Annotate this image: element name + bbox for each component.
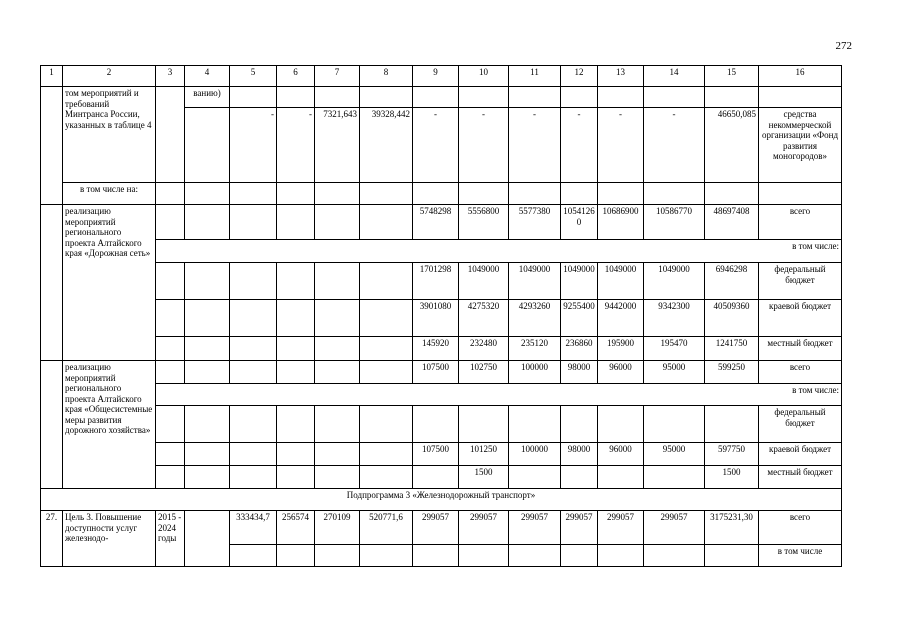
block-b-regional-row bbox=[41, 300, 842, 337]
header-cell: 13 bbox=[598, 66, 644, 87]
cell-empty bbox=[185, 443, 230, 466]
value-cell: 100000 bbox=[509, 361, 561, 384]
cell-empty bbox=[644, 183, 705, 205]
block-b-name: реализацию мероприятий регионального проекта Алтайского края «Дорожная сеть» bbox=[63, 205, 156, 361]
value-cell: 6946298 bbox=[705, 263, 759, 300]
value-cell: 1049000 bbox=[598, 263, 644, 300]
cell-empty bbox=[759, 87, 842, 108]
cell-empty bbox=[230, 337, 277, 361]
cell-empty bbox=[156, 205, 185, 240]
cell-empty bbox=[230, 183, 277, 205]
cell-empty bbox=[41, 205, 63, 361]
value-cell: 520771,6 bbox=[360, 511, 413, 545]
cell-empty bbox=[156, 361, 185, 384]
header-cell: 1 bbox=[41, 66, 63, 87]
cell-empty bbox=[315, 300, 360, 337]
value-cell: - bbox=[644, 108, 705, 183]
cell-empty bbox=[360, 466, 413, 489]
value-cell: 4293260 bbox=[509, 300, 561, 337]
cell-empty bbox=[230, 406, 277, 443]
cell-empty bbox=[230, 361, 277, 384]
cell-empty bbox=[509, 406, 561, 443]
value-cell bbox=[413, 466, 459, 489]
cell-empty bbox=[156, 406, 185, 443]
funding-source-label: краевой бюджет bbox=[759, 443, 842, 466]
cell-empty bbox=[598, 545, 644, 567]
cell-empty bbox=[360, 337, 413, 361]
value-cell bbox=[644, 466, 705, 489]
value-cell: 1049000 bbox=[644, 263, 705, 300]
cell-empty bbox=[315, 466, 360, 489]
funding-source-label: федеральный бюджет bbox=[759, 406, 842, 443]
cell-empty bbox=[705, 183, 759, 205]
cell-empty bbox=[413, 87, 459, 108]
value-cell: 4275320 bbox=[459, 300, 509, 337]
row-27-period: 2015 - 2024 годы bbox=[156, 511, 185, 567]
cell-empty bbox=[315, 406, 360, 443]
value-cell: 9442000 bbox=[598, 300, 644, 337]
header-cell: 2 bbox=[63, 66, 156, 87]
page-number: 272 bbox=[835, 40, 852, 52]
row-number: 27. bbox=[41, 511, 63, 567]
value-cell bbox=[598, 466, 644, 489]
value-cell: 46650,085 bbox=[705, 108, 759, 183]
value-cell: 1500 bbox=[705, 466, 759, 489]
value-cell: - bbox=[230, 108, 277, 183]
value-cell: 1500 bbox=[459, 466, 509, 489]
funding-source-label: всего bbox=[759, 205, 842, 240]
cell-empty bbox=[705, 545, 759, 567]
subheading-row bbox=[41, 183, 842, 205]
cell-empty bbox=[360, 545, 413, 567]
cell-empty bbox=[315, 337, 360, 361]
cell-empty bbox=[315, 443, 360, 466]
header-cell: 11 bbox=[509, 66, 561, 87]
block-b-federal-row bbox=[41, 263, 842, 300]
value-cell: 299057 bbox=[413, 511, 459, 545]
cell-empty bbox=[360, 183, 413, 205]
cell-empty bbox=[185, 511, 230, 567]
value-cell: 95000 bbox=[644, 443, 705, 466]
cell-empty bbox=[156, 263, 185, 300]
cell-empty bbox=[644, 87, 705, 108]
cell-empty bbox=[459, 87, 509, 108]
cell-empty bbox=[705, 87, 759, 108]
cell-empty bbox=[315, 205, 360, 240]
cell-empty bbox=[598, 406, 644, 443]
cell-empty bbox=[185, 263, 230, 300]
cell-empty bbox=[360, 263, 413, 300]
value-cell: 1701298 bbox=[413, 263, 459, 300]
value-cell: 1049000 bbox=[509, 263, 561, 300]
value-cell: - bbox=[459, 108, 509, 183]
value-cell bbox=[561, 466, 598, 489]
cell-empty bbox=[230, 300, 277, 337]
funding-source-label: краевой бюджет bbox=[759, 300, 842, 337]
cell-empty bbox=[156, 183, 185, 205]
cell-empty bbox=[185, 205, 230, 240]
cell-empty bbox=[315, 545, 360, 567]
subheading-label: в том числе на: bbox=[63, 183, 156, 205]
cell-empty bbox=[459, 183, 509, 205]
cell-empty bbox=[561, 87, 598, 108]
block-c-federal-row bbox=[41, 406, 842, 443]
block-b-incl-row bbox=[41, 240, 842, 263]
value-cell: 232480 bbox=[459, 337, 509, 361]
cell-empty bbox=[598, 87, 644, 108]
value-cell: 256574 bbox=[277, 511, 315, 545]
funding-source-label: федеральный бюджет bbox=[759, 263, 842, 300]
block-a-name: том мероприятий и требований Минтранса России, указанных в таблице 4 bbox=[63, 87, 156, 183]
value-cell: 9342300 bbox=[644, 300, 705, 337]
cell-empty bbox=[277, 183, 315, 205]
cell-empty bbox=[459, 406, 509, 443]
value-cell: 101250 bbox=[459, 443, 509, 466]
cell-empty bbox=[277, 87, 315, 108]
value-cell: 299057 bbox=[644, 511, 705, 545]
cell-empty bbox=[41, 361, 63, 489]
cell-empty bbox=[413, 545, 459, 567]
cell-empty bbox=[230, 545, 277, 567]
cell-empty bbox=[41, 87, 63, 205]
cell-empty bbox=[185, 466, 230, 489]
header-cell: 14 bbox=[644, 66, 705, 87]
cell-empty bbox=[413, 406, 459, 443]
header-cell: 5 bbox=[230, 66, 277, 87]
value-cell: 597750 bbox=[705, 443, 759, 466]
incl-label: в том числе: bbox=[156, 384, 842, 406]
cell-empty bbox=[277, 466, 315, 489]
funding-source-label: средства некоммерческой организации «Фонд развития моногородов» bbox=[759, 108, 842, 183]
cell-empty bbox=[277, 337, 315, 361]
cell-empty bbox=[360, 406, 413, 443]
cell-empty bbox=[277, 205, 315, 240]
cell-empty bbox=[644, 406, 705, 443]
cell-empty bbox=[277, 406, 315, 443]
block-c-total-row bbox=[41, 361, 842, 384]
cell-empty bbox=[644, 545, 705, 567]
value-cell: 107500 bbox=[413, 361, 459, 384]
header-cell: 7 bbox=[315, 66, 360, 87]
subprogram-heading: Подпрограмма 3 «Железнодорожный транспорт» bbox=[41, 489, 842, 511]
header-cell: 10 bbox=[459, 66, 509, 87]
cell-empty bbox=[509, 87, 561, 108]
cell-empty bbox=[230, 205, 277, 240]
value-cell: 39328,442 bbox=[360, 108, 413, 183]
value-cell: 145920 bbox=[413, 337, 459, 361]
block-c-regional-row bbox=[41, 443, 842, 466]
value-cell: 236860 bbox=[561, 337, 598, 361]
cell-empty bbox=[185, 183, 230, 205]
value-cell: 7321,643 bbox=[315, 108, 360, 183]
value-cell: 40509360 bbox=[705, 300, 759, 337]
row-27 bbox=[41, 511, 842, 545]
value-cell: 102750 bbox=[459, 361, 509, 384]
cell-empty bbox=[230, 443, 277, 466]
cell-empty bbox=[277, 443, 315, 466]
value-cell: 299057 bbox=[598, 511, 644, 545]
header-cell: 15 bbox=[705, 66, 759, 87]
cell-empty bbox=[230, 466, 277, 489]
value-cell: 5556800 bbox=[459, 205, 509, 240]
cell-empty bbox=[156, 300, 185, 337]
value-cell: 299057 bbox=[509, 511, 561, 545]
block-c-name: реализацию мероприятий регионального проекта Алтайского края «Общесистемные меры развития дорожного хозяйства» bbox=[63, 361, 156, 489]
cell-empty bbox=[561, 183, 598, 205]
value-cell: 299057 bbox=[561, 511, 598, 545]
value-cell: 195900 bbox=[598, 337, 644, 361]
value-cell: 3901080 bbox=[413, 300, 459, 337]
cell-empty bbox=[185, 300, 230, 337]
value-cell: 333434,7 bbox=[230, 511, 277, 545]
value-cell: 9255400 bbox=[561, 300, 598, 337]
value-cell: 299057 bbox=[459, 511, 509, 545]
incl-label: в том числе bbox=[759, 545, 842, 567]
cell-empty bbox=[598, 183, 644, 205]
cell-empty bbox=[156, 337, 185, 361]
value-cell: 5577380 bbox=[509, 205, 561, 240]
funding-source-label: местный бюджет bbox=[759, 466, 842, 489]
cell-empty bbox=[561, 406, 598, 443]
value-cell: 1049000 bbox=[459, 263, 509, 300]
header-cell: 8 bbox=[360, 66, 413, 87]
header-cell: 16 bbox=[759, 66, 842, 87]
value-cell: - bbox=[277, 108, 315, 183]
value-cell: 235120 bbox=[509, 337, 561, 361]
value-cell: 270109 bbox=[315, 511, 360, 545]
value-cell: 96000 bbox=[598, 443, 644, 466]
value-cell: 195470 bbox=[644, 337, 705, 361]
value-cell: 48697408 bbox=[705, 205, 759, 240]
value-cell: 3175231,30 bbox=[705, 511, 759, 545]
block-c-local-row bbox=[41, 466, 842, 489]
incl-label: в том числе: bbox=[156, 240, 842, 263]
value-cell: 1241750 bbox=[705, 337, 759, 361]
cell-empty bbox=[156, 87, 185, 183]
value-cell: 10686900 bbox=[598, 205, 644, 240]
header-cell: 3 bbox=[156, 66, 185, 87]
value-cell: 1049000 bbox=[561, 263, 598, 300]
cell-empty bbox=[759, 183, 842, 205]
value-cell: 10541260 bbox=[561, 205, 598, 240]
value-cell: 599250 bbox=[705, 361, 759, 384]
value-cell: 95000 bbox=[644, 361, 705, 384]
value-cell: - bbox=[598, 108, 644, 183]
subprogram-row bbox=[41, 489, 842, 511]
block-a-row bbox=[41, 87, 842, 108]
cell-empty bbox=[185, 337, 230, 361]
cell-empty bbox=[360, 300, 413, 337]
cell-empty bbox=[413, 183, 459, 205]
cell-empty bbox=[315, 263, 360, 300]
cell-empty bbox=[459, 545, 509, 567]
cell-empty bbox=[185, 108, 230, 183]
value-cell bbox=[509, 466, 561, 489]
cell-empty bbox=[705, 406, 759, 443]
cell-empty bbox=[277, 545, 315, 567]
cell-empty bbox=[230, 263, 277, 300]
cell-empty bbox=[360, 205, 413, 240]
cell-empty bbox=[230, 87, 277, 108]
cell-empty bbox=[360, 361, 413, 384]
cell-empty bbox=[315, 361, 360, 384]
cell-empty bbox=[185, 361, 230, 384]
cell-empty bbox=[509, 183, 561, 205]
block-c-incl-row bbox=[41, 384, 842, 406]
header-row bbox=[41, 66, 842, 87]
block-b-total-row bbox=[41, 205, 842, 240]
header-cell: 6 bbox=[277, 66, 315, 87]
value-cell: 10586770 bbox=[644, 205, 705, 240]
cell-empty bbox=[277, 300, 315, 337]
funding-source-label: всего bbox=[759, 511, 842, 545]
cell-empty bbox=[561, 545, 598, 567]
value-cell: 98000 bbox=[561, 443, 598, 466]
value-cell: 98000 bbox=[561, 361, 598, 384]
cell-empty bbox=[315, 87, 360, 108]
budget-table bbox=[40, 65, 842, 567]
funding-source-label: всего bbox=[759, 361, 842, 384]
cell-empty bbox=[185, 406, 230, 443]
value-cell: 5748298 bbox=[413, 205, 459, 240]
block-a-col4-fragment: ванию) bbox=[185, 87, 230, 108]
cell-empty bbox=[509, 545, 561, 567]
cell-empty bbox=[315, 183, 360, 205]
cell-empty bbox=[156, 466, 185, 489]
cell-empty bbox=[156, 443, 185, 466]
cell-empty bbox=[277, 263, 315, 300]
header-cell: 9 bbox=[413, 66, 459, 87]
cell-empty bbox=[360, 87, 413, 108]
value-cell: 100000 bbox=[509, 443, 561, 466]
value-cell: 107500 bbox=[413, 443, 459, 466]
header-cell: 12 bbox=[561, 66, 598, 87]
value-cell: - bbox=[413, 108, 459, 183]
block-b-local-row bbox=[41, 337, 842, 361]
cell-empty bbox=[360, 443, 413, 466]
value-cell: 96000 bbox=[598, 361, 644, 384]
value-cell: - bbox=[561, 108, 598, 183]
header-cell: 4 bbox=[185, 66, 230, 87]
row-27-name: Цель 3. Повышение доступности услуг железнодо- bbox=[63, 511, 156, 567]
funding-source-label: местный бюджет bbox=[759, 337, 842, 361]
cell-empty bbox=[277, 361, 315, 384]
value-cell: - bbox=[509, 108, 561, 183]
